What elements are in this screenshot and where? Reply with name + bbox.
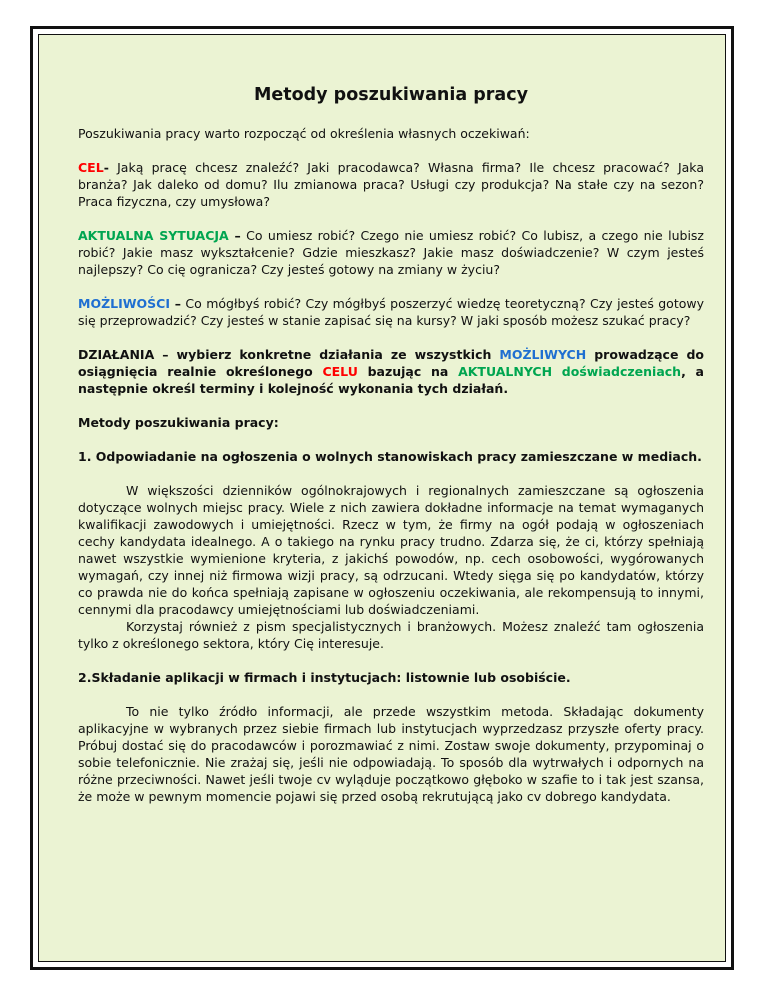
- mozliwosci-separator: –: [170, 296, 182, 311]
- cel-separator: -: [103, 160, 109, 175]
- method2-heading: 2.Składanie aplikacji w firmach i instytucjach: listownie lub osobiście.: [78, 670, 571, 685]
- mozliwosci-label: MOŻLIWOŚCI: [78, 296, 170, 311]
- aktualna-separator: –: [228, 228, 241, 243]
- document-body: [78, 84, 704, 822]
- method2-paragraph-1: To nie tylko źródło informacji, ale przede wszystkim metoda. Składając dokumenty aplikacyjne w wybranych przez siebie firmach lub instytucjach wyprzedzasz przyszłe oferty pracy. Próbuj dostać się do pracodawców i porozmawiać z nimi. Zostaw swoje dokumenty, przypominaj o sobie telefonicznie. Nie zrażaj się, jeśli nie odpowiadają. To sposób dla wytrwałych i odpornych na różne przeciwności. Nawet jeśli twoje cv wyląduje początkowo głęboko w szafie to i tak jest szansa, że może w pewnym momencie pojawi się przed osobą rekrutującą jako cv dobrego kandydata.: [78, 704, 704, 804]
- methods-heading: Metody poszukiwania pracy:: [78, 415, 279, 430]
- dzialania-paragraph: [78, 346, 704, 397]
- dzialania-aktualnych: AKTUALNYCH doświadczeniach: [458, 364, 682, 379]
- method1-paragraph-1: W większości dzienników ogólnokrajowych i regionalnych zamieszczane są ogłoszenia dotyczące wolnych miejsc pracy. Wiele z nich zawiera dokładne informacje na temat wymaganych kwalifikacji zawodowych i umiejętności. Rzecz w tym, że firmy na ogół podają w ogłoszeniach cechy kandydata idealnego. A o takiego na rynku pracy trudno. Zdarza się, że ci, którzy spełniają nawet wszystkie wymienione kryteria, z jakichś powodów, np. cech osobowości, wygórowanych wymagań, czy innej niż firmowa wizji pracy, są odrzucani. Wtedy sięga się po kandydatów, którzy co prawda nie do końca spełniają zapisane w ogłoszeniu oczekiwania, ale rekompensują to innymi, cennymi dla pracodawcy umiejętnościami lub doświadczeniami.: [78, 483, 704, 617]
- intro-paragraph: Poszukiwania pracy warto rozpocząć od określenia własnych oczekiwań:: [78, 126, 530, 141]
- dzialania-part3: bazując na: [357, 364, 459, 379]
- cel-paragraph: [78, 159, 704, 210]
- aktualna-label: AKTUALNA SYTUACJA: [78, 228, 229, 243]
- method1-paragraph-2: Korzystaj również z pism specjalistycznych i branżowych. Możesz znaleźć tam ogłoszenia tylko z określonego sektora, który Cię interesuje.: [78, 619, 704, 651]
- aktualna-text: Co umiesz robić? Czego nie umiesz robić? Co lubisz, a czego nie lubisz robić? Jakie masz wykształcenie? Gdzie mieszkasz? Jakie masz doświadczenie? W czym jesteś najlepszy? Co cię ogranicza? Czy jesteś gotowy na zmiany w życiu?: [78, 228, 704, 277]
- dzialania-part2: prowadzące do osiągnięcia realnie określonego: [78, 347, 704, 379]
- cel-text: Jaką pracę chcesz znaleźć? Jaki pracodawca? Własna firma? Ile chcesz pracować? Jaka branża? Jak daleko od domu? Ilu zmianowa praca? Usługi czy produkcja? Na stałe czy na sezon? Praca fizyczna, czy umysłowa?: [78, 160, 704, 209]
- cel-label: CEL: [78, 160, 104, 175]
- method1-heading: 1. Odpowiadanie na ogłoszenia o wolnych stanowiskach pracy zamieszczane w mediach.: [78, 449, 702, 464]
- dzialania-part4: , a następnie określ terminy i kolejność wykonania tych działań.: [78, 364, 704, 396]
- aktualna-paragraph: [78, 227, 704, 278]
- dzialania-mozliwych: MOŻLIWYCH: [499, 347, 587, 362]
- dzialania-part1: DZIAŁANIA – wybierz konkretne działania ze wszystkich: [78, 347, 500, 362]
- dzialania-celu: CELU: [322, 364, 358, 379]
- mozliwosci-text: Co mógłbyś robić? Czy mógłbyś poszerzyć wiedzę teoretyczną? Czy jesteś gotowy się przeprowadzić? Czy jesteś w stanie zapisać się na kursy? W jaki sposób możesz szukać pracy?: [78, 296, 705, 328]
- mozliwosci-paragraph: [78, 295, 704, 329]
- document-title: Metody poszukiwania pracy: [253, 85, 529, 105]
